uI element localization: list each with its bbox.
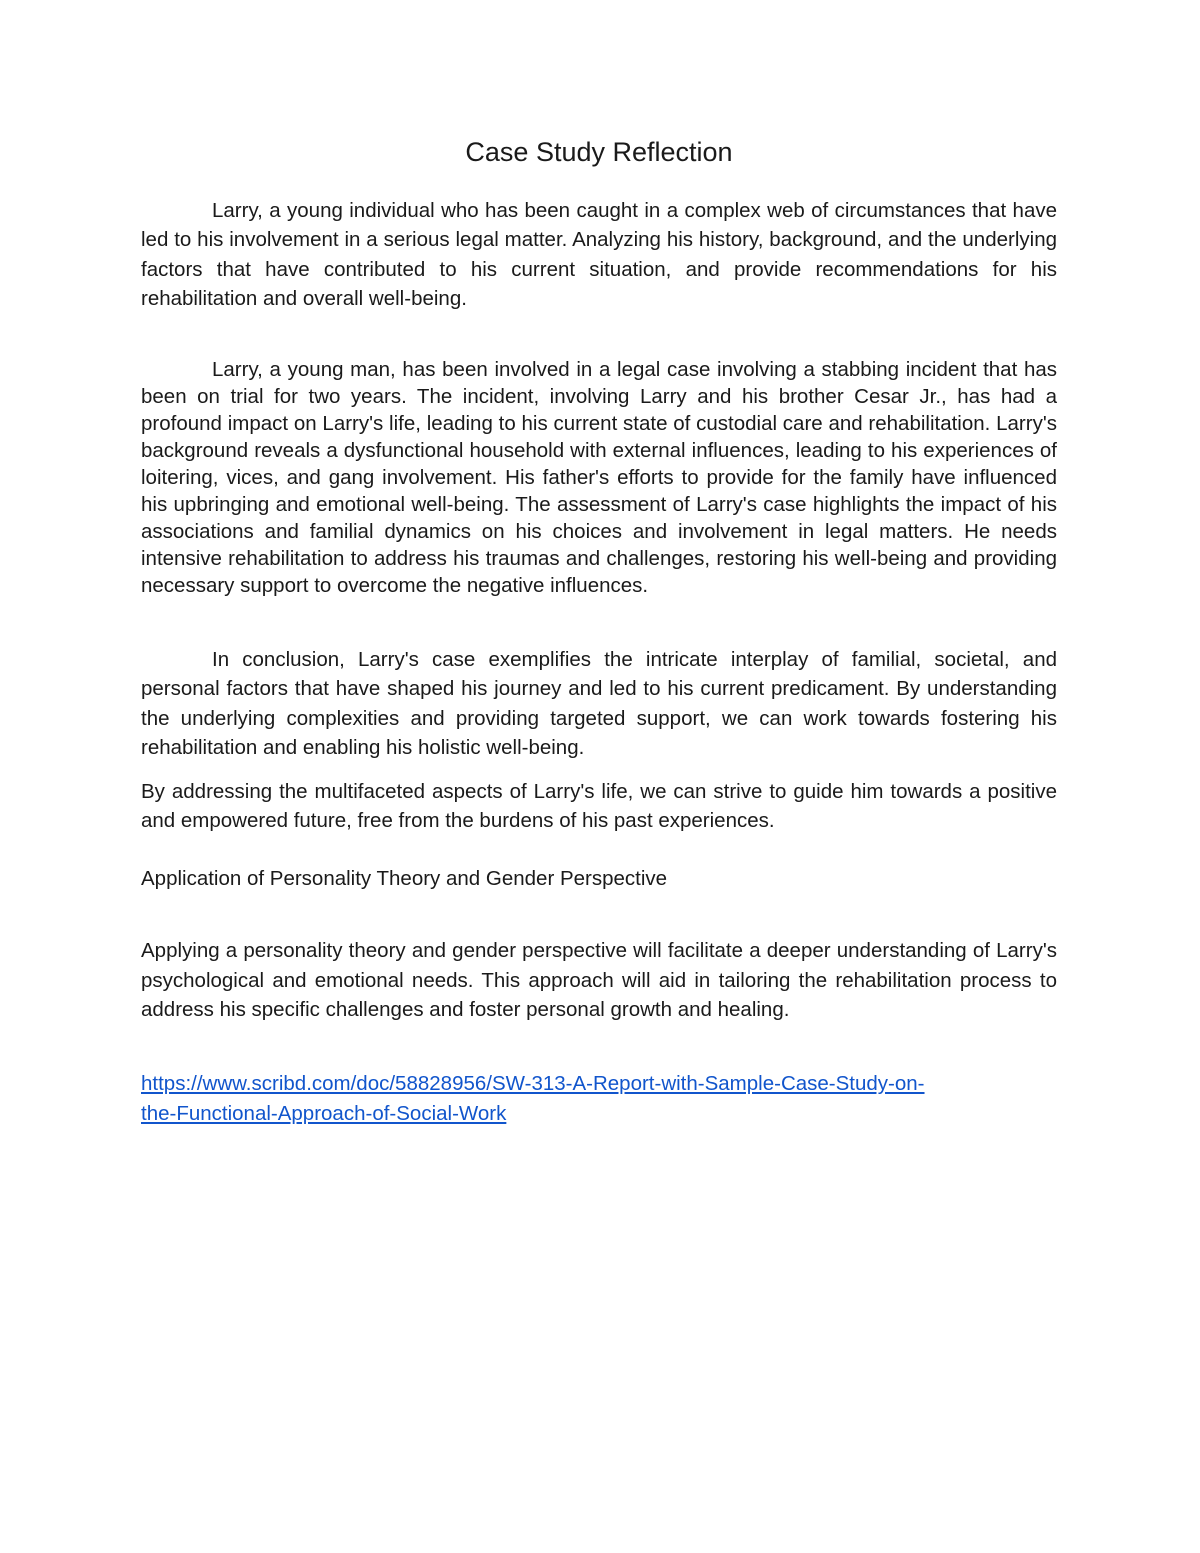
document-title: Case Study Reflection [465,137,733,167]
reference-link[interactable] [141,1069,1057,1129]
reference-link-block [141,1069,1057,1129]
document-body [141,138,1057,1129]
paragraph-introduction: Larry, a young individual who has been caught in a complex web of circumstances that have led to his involvement in a serious legal matter. Analyzing his history, background, and the underlying factors that have contributed to his current situation, and provide recommendations for his rehabilitation and overall well-being. [141,198,1057,311]
paragraph-closing: By addressing the multifaceted aspects of Larry's life, we can strive to guide him towards a positive and empowered future, free from the burdens of his past experiences. [141,779,1057,833]
paragraph-application: Applying a personality theory and gender perspective will facilitate a deeper understanding of Larry's psychological and emotional needs. This approach will aid in tailoring the rehabilitation process to address his specific challenges and foster personal growth and healing. [141,939,1057,1022]
reference-link-line-2: the-Functional-Approach-of-Social-Work [141,1101,507,1125]
section-heading: Application of Personality Theory and Gender Perspective [141,866,668,890]
paragraph-conclusion: In conclusion, Larry's case exemplifies the intricate interplay of familial, societal, and personal factors that have shaped his journey and led to his current predicament. By understanding the underlying complexities and providing targeted support, we can work towards fostering his rehabilitation and enabling his holistic well-being. [141,647,1057,760]
paragraph-background: Larry, a young man, has been involved in a legal case involving a stabbing incident that has been on trial for two years. The incident, involving Larry and his brother Cesar Jr., has had a profound impact on Larry's life, leading to his current state of custodial care and rehabilitation. Larry's background reveals a dysfunctional household with external influences, leading to his experiences of loitering, vices, and gang involvement. His father's efforts to provide for the family have influenced his upbringing and emotional well-being. The assessment of Larry's case highlights the impact of his associations and familial dynamics on his choices and involvement in legal matters. He needs intensive rehabilitation to address his traumas and challenges, restoring his well-being and providing necessary support to overcome the negative influences. [141,357,1057,598]
reference-link-line-1: https://www.scribd.com/doc/58828956/SW-313-A-Report-with-Sample-Case-Study-on- [141,1071,925,1095]
